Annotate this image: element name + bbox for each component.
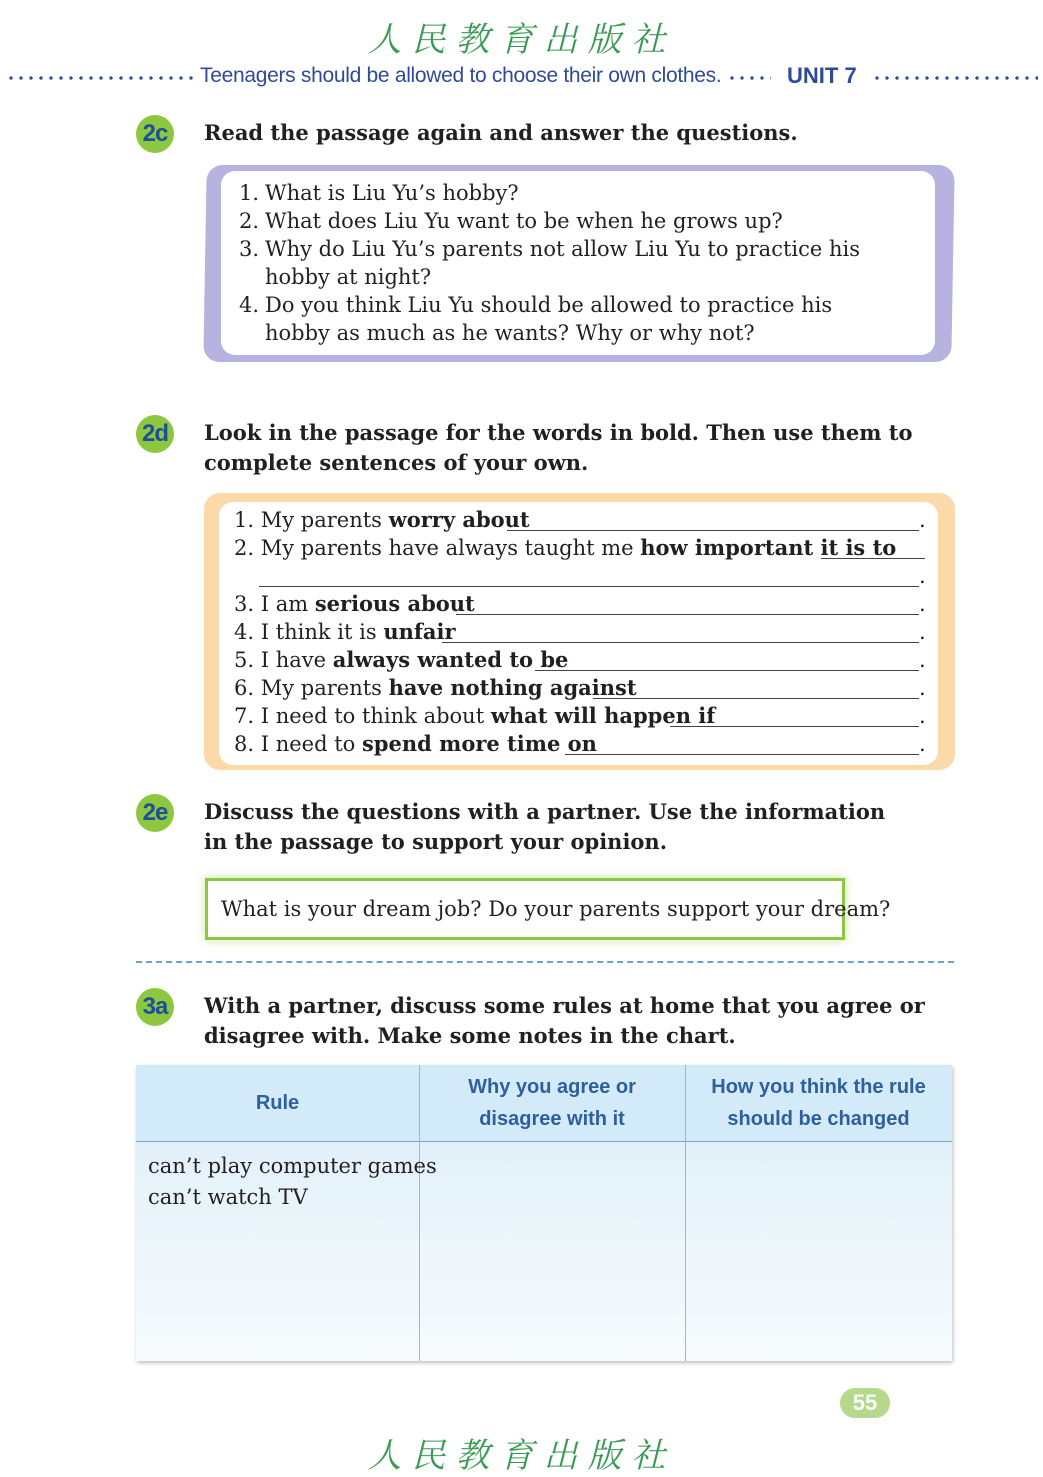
- prompt-box-2e: [205, 878, 891, 940]
- question-item: 2. What does Liu Yu want to be when he grows up?: [239, 209, 783, 233]
- instruction-2e: Discuss the questions with a partner. Use the information in the passage to support your opinion.: [204, 799, 886, 854]
- period: .: [919, 508, 926, 532]
- question-list-2c: [239, 179, 899, 347]
- page-number: 55: [840, 1388, 890, 1418]
- column-divider: [685, 1065, 686, 1361]
- column-header-how: How you think the rule should be changed: [685, 1065, 952, 1142]
- period: .: [919, 564, 926, 588]
- publisher-logo-bottom: 人民教育出版社: [367, 1436, 676, 1476]
- header-dots-left: [6, 76, 196, 80]
- badge-2d: 2d: [136, 415, 174, 453]
- column-header-rule: Rule: [136, 1065, 419, 1142]
- column-divider: [419, 1065, 420, 1361]
- questions-box-2c: [221, 171, 935, 355]
- section-divider: [136, 961, 954, 963]
- period: .: [919, 676, 926, 700]
- header-title: Teenagers should be allowed to choose their own clothes.: [200, 64, 722, 87]
- column-header-why: Why you agree or disagree with it: [419, 1065, 685, 1142]
- blank-line[interactable]: [456, 614, 919, 615]
- blank-line[interactable]: [593, 698, 919, 699]
- unit-label: UNIT 7: [787, 63, 857, 88]
- rule-item: can’t play computer games: [148, 1154, 437, 1178]
- blank-line[interactable]: [565, 754, 919, 755]
- question-item: 3. Why do Liu Yu’s parents not allow Liu Yu to practice his hobby at night?: [239, 237, 860, 289]
- sentence-item: 5. I have always wanted to be: [234, 647, 569, 672]
- badge-3a: 3a: [136, 988, 174, 1026]
- sentence-item: 3. I am serious about: [234, 591, 475, 616]
- period: .: [919, 648, 926, 672]
- sentence-item: 2. My parents have always taught me how important it is to: [234, 535, 897, 560]
- question-item: 4. Do you think Liu Yu should be allowed to practice his hobby as much as he wants? Why or why not?: [239, 293, 833, 345]
- blank-line[interactable]: [670, 726, 919, 727]
- period: .: [919, 704, 926, 728]
- blank-line[interactable]: [442, 642, 919, 643]
- rules-cell[interactable]: [148, 1151, 437, 1213]
- notes-chart: [136, 1065, 952, 1361]
- blank-line[interactable]: [821, 558, 925, 559]
- instruction-2c: Read the passage again and answer the questions.: [204, 120, 798, 145]
- header-dots-middle: [727, 76, 771, 80]
- instruction-3a: With a partner, discuss some rules at home that you agree or disagree with. Make some notes in the chart.: [204, 993, 925, 1048]
- sentence-item: 6. My parents have nothing against: [234, 675, 637, 700]
- sentence-item: 8. I need to spend more time on: [234, 731, 597, 756]
- rule-item: can’t watch TV: [148, 1185, 308, 1209]
- sentence-item: 4. I think it is unfair: [234, 619, 456, 644]
- period: .: [919, 592, 926, 616]
- header-dots-right: [872, 76, 1038, 80]
- badge-2e: 2e: [136, 794, 174, 832]
- badge-2c: 2c: [136, 115, 174, 153]
- prompt-text: What is your dream job? Do your parents support your dream?: [221, 897, 891, 921]
- sentence-item: 7. I need to think about what will happen if: [234, 703, 716, 728]
- publisher-logo-top: 人民教育出版社: [367, 20, 676, 60]
- blank-line[interactable]: [535, 670, 919, 671]
- period: .: [919, 732, 926, 756]
- sentence-item: 1. My parents worry about: [234, 507, 530, 532]
- instruction-2d: Look in the passage for the words in bold. Then use them to complete sentences of your own.: [204, 420, 913, 475]
- blank-line[interactable]: [259, 586, 919, 587]
- blank-line[interactable]: [507, 530, 919, 531]
- page-header: [0, 64, 1043, 94]
- period: .: [919, 620, 926, 644]
- question-item: 1. What is Liu Yu’s hobby?: [239, 181, 519, 205]
